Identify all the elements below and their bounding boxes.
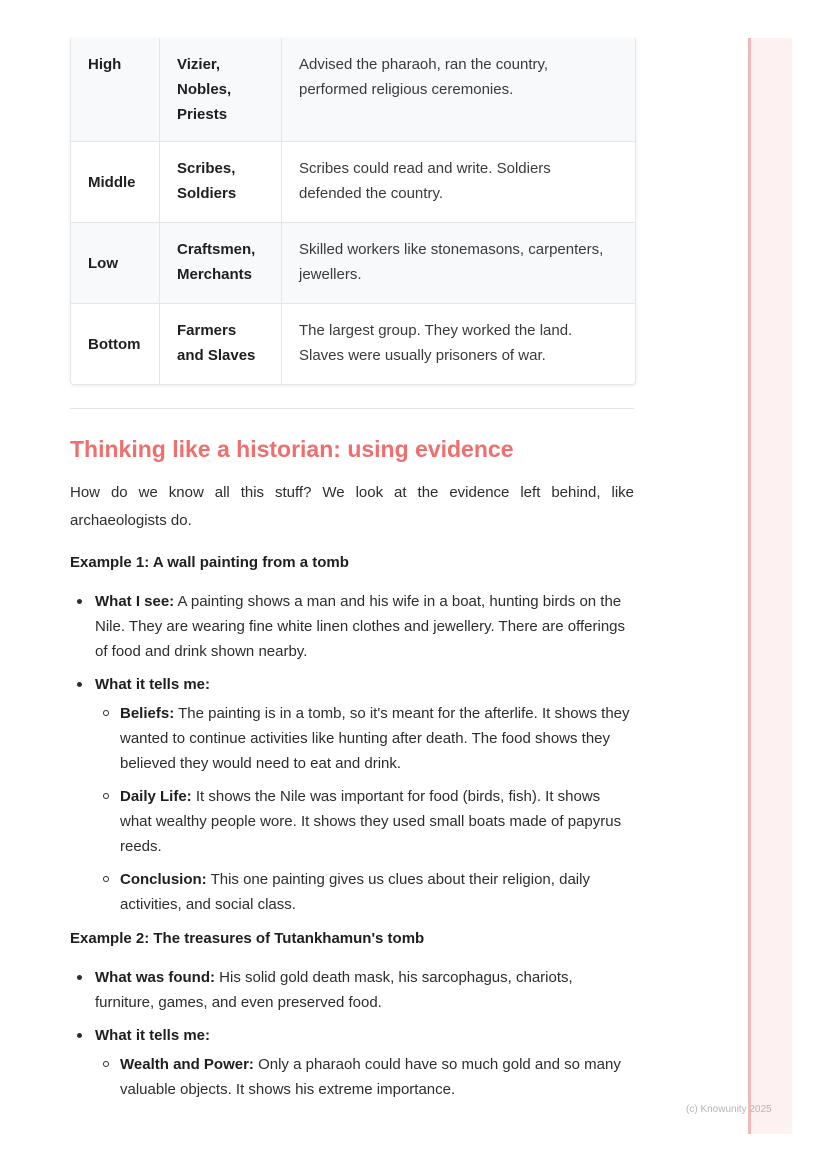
item-label: What I see: <box>95 593 175 610</box>
item-label: Daily Life: <box>120 788 192 805</box>
sub-list-item <box>95 701 634 776</box>
section-heading: Thinking like a historian: using evidence <box>70 436 514 462</box>
level-cell: Middle <box>88 173 136 191</box>
example1-list <box>70 589 634 917</box>
item-text: The painting is in a tomb, so it's meant for the afterlife. It shows they wanted to continue activities like hunting after death. The food shows they believed they would need to eat and drink. <box>120 705 630 772</box>
role-cell: Scribes could read and write. Soldiers defended the country. <box>281 142 635 222</box>
table-row <box>71 222 635 303</box>
social-hierarchy-table <box>70 38 636 385</box>
sub-list-item <box>95 867 634 917</box>
table-row <box>71 303 635 384</box>
who-cell: Craftsmen, Merchants <box>159 223 281 303</box>
role-cell: Skilled workers like stonemasons, carpenters, jewellers. <box>281 223 635 303</box>
sub-list-item <box>95 784 634 859</box>
item-label: What it tells me: <box>95 1027 211 1044</box>
list-item <box>70 672 634 917</box>
level-cell: High <box>88 56 122 73</box>
item-text: A painting shows a man and his wife in a boat, hunting birds on the Nile. They are wearing fine white linen clothes and jewellery. There are offerings of food and drink shown nearby. <box>95 593 626 660</box>
list-item <box>70 1023 634 1102</box>
intro-paragraph: How do we know all this stuff? We look at the evidence left behind, like archaeologists do. <box>70 484 634 529</box>
list-item <box>70 965 634 1015</box>
evidence-section <box>70 432 634 1110</box>
item-label: Wealth and Power: <box>120 1056 254 1073</box>
section-divider <box>70 408 634 409</box>
margin-line <box>748 38 751 1134</box>
example2-list <box>70 965 634 1102</box>
margin-band <box>748 38 792 1134</box>
list-item <box>70 589 634 664</box>
example1-title: Example 1: A wall painting from a tomb <box>70 554 349 571</box>
item-label: Conclusion: <box>120 871 207 888</box>
role-cell: Advised the pharaoh, ran the country, performed religious ceremonies. <box>281 38 635 141</box>
item-text: His solid gold death mask, his sarcophagus, chariots, furniture, games, and even preserved food. <box>95 969 573 1011</box>
table-row <box>71 38 635 141</box>
example2-title: Example 2: The treasures of Tutankhamun's tomb <box>70 930 425 947</box>
who-cell: Farmers and Slaves <box>159 304 281 384</box>
item-text: It shows the Nile was important for food (birds, fish). It shows what wealthy people wore. It shows they used small boats made of papyrus reeds. <box>120 788 622 855</box>
sub-list <box>95 701 634 917</box>
item-label: What was found: <box>95 969 215 986</box>
role-cell: The largest group. They worked the land. Slaves were usually prisoners of war. <box>281 304 635 384</box>
item-text: Only a pharaoh could have so much gold and so many valuable objects. It shows his extreme importance. <box>120 1056 621 1098</box>
sub-list <box>95 1052 634 1102</box>
item-label: What it tells me: <box>95 676 211 693</box>
level-cell: Low <box>88 254 118 272</box>
who-cell: Vizier, Nobles, Priests <box>159 38 281 141</box>
item-label: Beliefs: <box>120 705 175 722</box>
table-row <box>71 141 635 222</box>
sub-list-item <box>95 1052 634 1102</box>
copyright-footer: (c) Knowunity 2025 <box>686 1104 772 1115</box>
item-text: This one painting gives us clues about their religion, daily activities, and social class. <box>120 871 590 913</box>
level-cell: Bottom <box>88 335 141 353</box>
who-cell: Scribes, Soldiers <box>159 142 281 222</box>
